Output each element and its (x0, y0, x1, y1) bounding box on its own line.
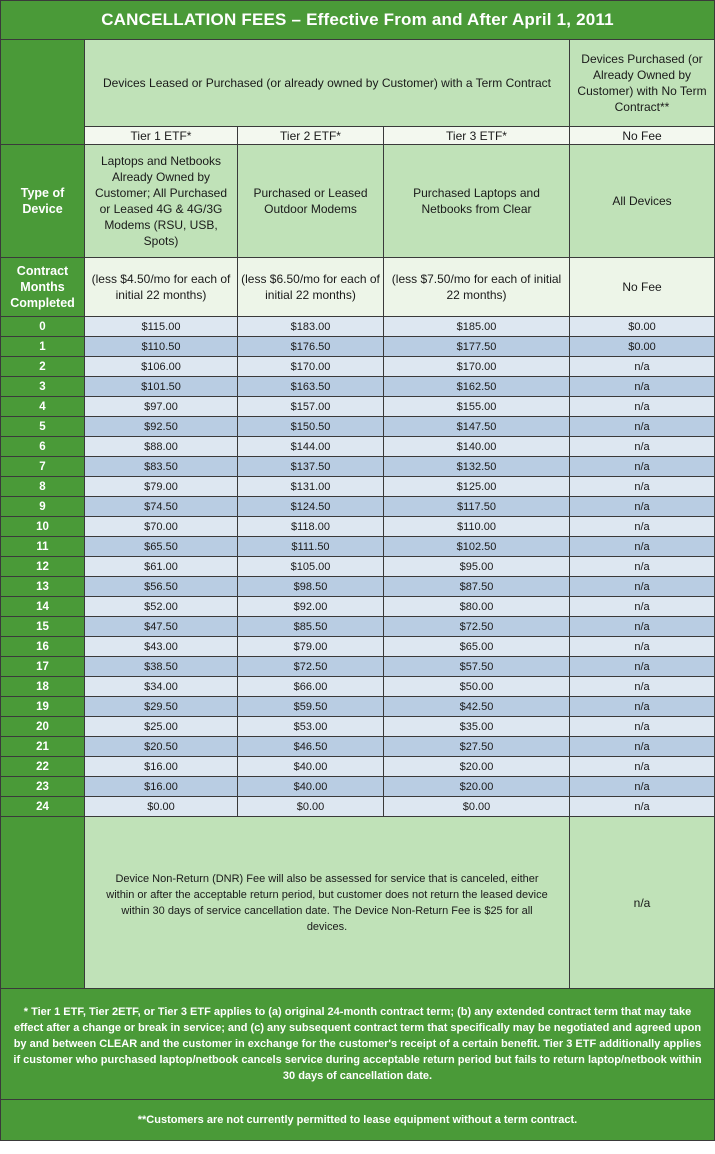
no-fee-value: n/a (570, 497, 715, 517)
tier-2-fee: $79.00 (238, 637, 384, 657)
tier-2-fee: $144.00 (238, 437, 384, 457)
fee-row (1, 397, 715, 417)
tier-3-fee: $72.50 (384, 617, 570, 637)
tier-1-fee: $106.00 (85, 357, 238, 377)
month-number: 19 (1, 697, 85, 717)
tier-1-fee: $115.00 (85, 317, 238, 337)
fee-row (1, 657, 715, 677)
tier-2-fee: $92.00 (238, 597, 384, 617)
fee-row (1, 597, 715, 617)
tier-1-monthly-reduction: (less $4.50/mo for each of initial 22 months) (85, 258, 238, 317)
tier-1-fee: $16.00 (85, 757, 238, 777)
no-fee-value: n/a (570, 537, 715, 557)
tier-1-fee: $38.50 (85, 657, 238, 677)
fee-row (1, 417, 715, 437)
tier-1-fee: $110.50 (85, 337, 238, 357)
fee-row (1, 557, 715, 577)
tier-2-fee: $124.50 (238, 497, 384, 517)
tier-2-fee: $40.00 (238, 757, 384, 777)
tier-3-fee: $35.00 (384, 717, 570, 737)
no-fee-value: n/a (570, 477, 715, 497)
tier-3-fee: $147.50 (384, 417, 570, 437)
no-fee-value: n/a (570, 357, 715, 377)
tier-2-fee: $105.00 (238, 557, 384, 577)
tier-2-fee: $183.00 (238, 317, 384, 337)
tier-1-fee: $29.50 (85, 697, 238, 717)
tier-2-fee: $0.00 (238, 797, 384, 817)
tier-3-fee: $57.50 (384, 657, 570, 677)
no-fee-value: n/a (570, 617, 715, 637)
tier-2-fee: $98.50 (238, 577, 384, 597)
tier-1-fee: $16.00 (85, 777, 238, 797)
no-fee-value: n/a (570, 457, 715, 477)
tier-2-fee: $118.00 (238, 517, 384, 537)
tier-3-fee: $20.00 (384, 757, 570, 777)
tier-3-device-desc: Purchased Laptops and Netbooks from Clear (384, 145, 570, 258)
tier-2-fee: $131.00 (238, 477, 384, 497)
tier-2-fee: $53.00 (238, 717, 384, 737)
tier-1-fee: $83.50 (85, 457, 238, 477)
no-fee-device-desc: All Devices (570, 145, 715, 258)
tier-1-device-desc: Laptops and Netbooks Already Owned by Customer; All Purchased or Leased 4G & 4G/3G Modems (RSU, USB, Spots) (85, 145, 238, 258)
month-number: 12 (1, 557, 85, 577)
header-corner (1, 40, 85, 145)
tier-3-fee: $0.00 (384, 797, 570, 817)
lease-footnote: **Customers are not currently permitted to lease equipment without a term contract. (1, 1100, 715, 1141)
tier-3-fee: $27.50 (384, 737, 570, 757)
no-fee-value: n/a (570, 697, 715, 717)
tier-1-fee: $52.00 (85, 597, 238, 617)
page-title: CANCELLATION FEES – Effective From and After April 1, 2011 (1, 1, 715, 40)
no-fee-value: n/a (570, 557, 715, 577)
fee-row (1, 697, 715, 717)
month-number: 24 (1, 797, 85, 817)
month-number: 3 (1, 377, 85, 397)
month-number: 17 (1, 657, 85, 677)
month-number: 20 (1, 717, 85, 737)
tier-3-header: Tier 3 ETF* (384, 127, 570, 145)
fee-row (1, 357, 715, 377)
fee-row (1, 457, 715, 477)
no-term-contract-header: Devices Purchased (or Already Owned by Customer) with No Term Contract** (570, 40, 715, 127)
tier-3-fee: $177.50 (384, 337, 570, 357)
fee-row (1, 317, 715, 337)
no-fee-value: $0.00 (570, 337, 715, 357)
tier-3-fee: $110.00 (384, 517, 570, 537)
tier-3-fee: $87.50 (384, 577, 570, 597)
month-number: 6 (1, 437, 85, 457)
fee-row (1, 737, 715, 757)
month-number: 5 (1, 417, 85, 437)
tier-1-fee: $70.00 (85, 517, 238, 537)
fee-row (1, 677, 715, 697)
tier-1-fee: $74.50 (85, 497, 238, 517)
no-fee-value: n/a (570, 597, 715, 617)
tier-1-fee: $0.00 (85, 797, 238, 817)
tier-3-fee: $162.50 (384, 377, 570, 397)
no-fee-value: $0.00 (570, 317, 715, 337)
tier-2-device-desc: Purchased or Leased Outdoor Modems (238, 145, 384, 258)
dnr-no-fee-value: n/a (570, 817, 715, 989)
fee-row (1, 577, 715, 597)
month-number: 9 (1, 497, 85, 517)
no-fee-value: n/a (570, 717, 715, 737)
month-number: 21 (1, 737, 85, 757)
tier-2-fee: $150.50 (238, 417, 384, 437)
month-number: 14 (1, 597, 85, 617)
dnr-fee-description: Device Non-Return (DNR) Fee will also be assessed for service that is canceled, either within or after the acceptable return period, but customer does not return the leased device within 30 days of service cancellation date. The Device Non-Return Fee is $25 for all devices. (85, 817, 570, 989)
month-number: 8 (1, 477, 85, 497)
type-of-device-label: Type of Device (1, 145, 85, 258)
tier-3-fee: $155.00 (384, 397, 570, 417)
tier-3-fee: $50.00 (384, 677, 570, 697)
no-fee-value: n/a (570, 417, 715, 437)
no-fee-monthly-reduction: No Fee (570, 258, 715, 317)
no-fee-value: n/a (570, 437, 715, 457)
tier-1-header: Tier 1 ETF* (85, 127, 238, 145)
tier-1-fee: $92.50 (85, 417, 238, 437)
fee-row (1, 477, 715, 497)
month-number: 11 (1, 537, 85, 557)
tier-1-fee: $47.50 (85, 617, 238, 637)
tier-2-fee: $111.50 (238, 537, 384, 557)
month-number: 4 (1, 397, 85, 417)
fee-row (1, 637, 715, 657)
month-number: 22 (1, 757, 85, 777)
tier-1-fee: $79.00 (85, 477, 238, 497)
tier-1-fee: $56.50 (85, 577, 238, 597)
month-number: 13 (1, 577, 85, 597)
tier-3-fee: $170.00 (384, 357, 570, 377)
tier-2-fee: $170.00 (238, 357, 384, 377)
tier-3-fee: $95.00 (384, 557, 570, 577)
tier-2-fee: $40.00 (238, 777, 384, 797)
no-fee-value: n/a (570, 757, 715, 777)
tier-3-fee: $42.50 (384, 697, 570, 717)
month-number: 16 (1, 637, 85, 657)
fee-row (1, 777, 715, 797)
tier-1-fee: $101.50 (85, 377, 238, 397)
no-fee-value: n/a (570, 737, 715, 757)
tier-1-fee: $97.00 (85, 397, 238, 417)
tier-2-header: Tier 2 ETF* (238, 127, 384, 145)
fee-row (1, 717, 715, 737)
month-number: 18 (1, 677, 85, 697)
tier-2-monthly-reduction: (less $6.50/mo for each of initial 22 months) (238, 258, 384, 317)
no-fee-value: n/a (570, 397, 715, 417)
tier-2-fee: $59.50 (238, 697, 384, 717)
tier-etf-footnote: * Tier 1 ETF, Tier 2ETF, or Tier 3 ETF applies to (a) original 24-month contract term; (b) any extended contract term that may take effect after a change or break in service; and (c) any subsequent contract term that specifically may be negotiated and agreed upon by and between CLEAR and the customer in exchange for the customer's receipt of a certain benefit. Tier 3 ETF additionally applies if customer who purchased laptop/netbook cancels service during acceptable return period but fails to return laptop/netbook within 30 days of cancellation date. (1, 989, 715, 1100)
no-fee-header: No Fee (570, 127, 715, 145)
tier-2-fee: $163.50 (238, 377, 384, 397)
month-number: 2 (1, 357, 85, 377)
tier-3-fee: $125.00 (384, 477, 570, 497)
tier-1-fee: $88.00 (85, 437, 238, 457)
no-fee-value: n/a (570, 797, 715, 817)
fee-row (1, 797, 715, 817)
tier-2-fee: $137.50 (238, 457, 384, 477)
fee-row (1, 337, 715, 357)
month-number: 23 (1, 777, 85, 797)
fee-row (1, 537, 715, 557)
fee-row (1, 617, 715, 637)
tier-2-fee: $46.50 (238, 737, 384, 757)
fee-row (1, 437, 715, 457)
tier-3-fee: $117.50 (384, 497, 570, 517)
tier-3-monthly-reduction: (less $7.50/mo for each of initial 22 months) (384, 258, 570, 317)
contract-months-label: Contract Months Completed (1, 258, 85, 317)
tier-1-fee: $25.00 (85, 717, 238, 737)
no-fee-value: n/a (570, 777, 715, 797)
tier-1-fee: $43.00 (85, 637, 238, 657)
month-number: 10 (1, 517, 85, 537)
no-fee-value: n/a (570, 517, 715, 537)
tier-3-fee: $20.00 (384, 777, 570, 797)
fee-row (1, 497, 715, 517)
no-fee-value: n/a (570, 657, 715, 677)
tier-1-fee: $61.00 (85, 557, 238, 577)
fee-row (1, 377, 715, 397)
no-fee-value: n/a (570, 377, 715, 397)
tier-3-fee: $80.00 (384, 597, 570, 617)
term-contract-header: Devices Leased or Purchased (or already owned by Customer) with a Term Contract (85, 40, 570, 127)
tier-3-fee: $185.00 (384, 317, 570, 337)
tier-2-fee: $66.00 (238, 677, 384, 697)
tier-3-fee: $132.50 (384, 457, 570, 477)
tier-2-fee: $85.50 (238, 617, 384, 637)
no-fee-value: n/a (570, 577, 715, 597)
month-number: 0 (1, 317, 85, 337)
tier-1-fee: $65.50 (85, 537, 238, 557)
tier-3-fee: $140.00 (384, 437, 570, 457)
tier-3-fee: $65.00 (384, 637, 570, 657)
tier-1-fee: $20.50 (85, 737, 238, 757)
no-fee-value: n/a (570, 637, 715, 657)
no-fee-value: n/a (570, 677, 715, 697)
tier-2-fee: $157.00 (238, 397, 384, 417)
fee-row (1, 517, 715, 537)
month-number: 15 (1, 617, 85, 637)
tier-3-fee: $102.50 (384, 537, 570, 557)
dnr-corner (1, 817, 85, 989)
month-number: 1 (1, 337, 85, 357)
month-number: 7 (1, 457, 85, 477)
fee-row (1, 757, 715, 777)
tier-1-fee: $34.00 (85, 677, 238, 697)
tier-2-fee: $176.50 (238, 337, 384, 357)
tier-2-fee: $72.50 (238, 657, 384, 677)
